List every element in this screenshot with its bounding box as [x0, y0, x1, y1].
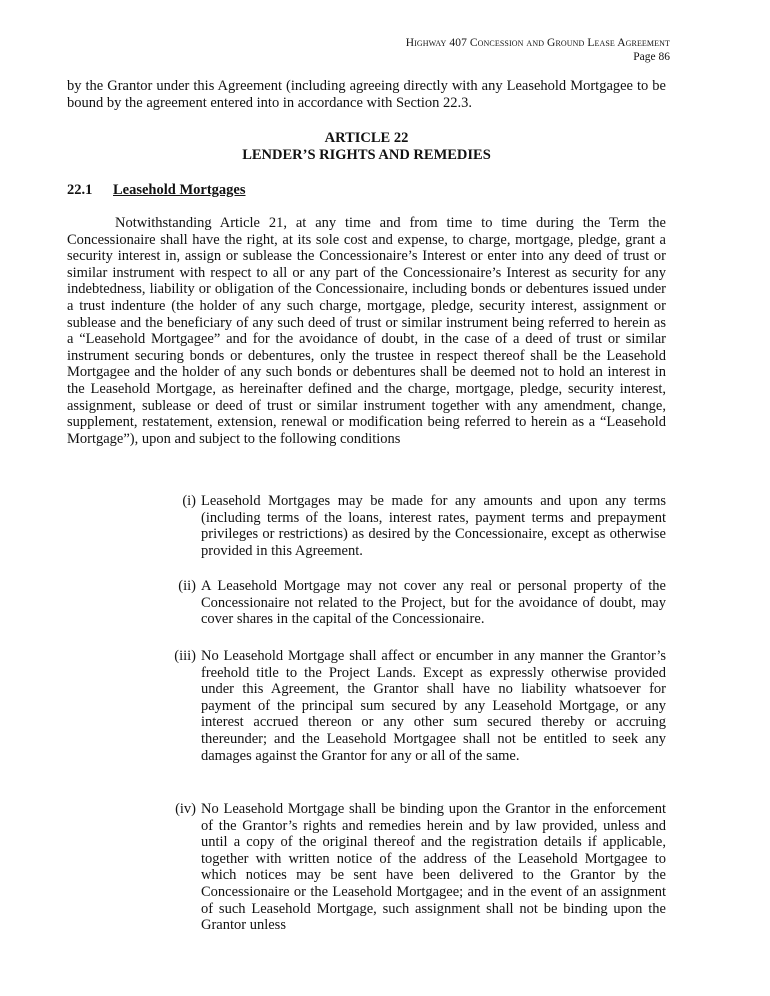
section-body-paragraph: Notwithstanding Article 21, at any time and from time to time during the Term the Concessionaire shall have the right, at its sole cost and expense, to charge, mortgage, pledge, grant a security interest in, assign or sublease the Concessionaire’s Interest or enter into any deed of trust or similar instrument with respect to all or any part of the Concessionaire’s Interest as security for any indebtedness, liability or obligation of the Concessionaire, including bonds or debentures issued under a trust indenture (the holder of any such charge, mortgage, pledge, security interest, assignment or sublease and the beneficiary of any such deed of trust or similar instrument being referred to herein as a “Leasehold Mortgagee” and for the avoidance of doubt, in the case of a deed of trust or similar instrument securing bonds or debentures, only the trustee in respect thereof shall be the Leasehold Mortgagee and the holder of any such bonds or debentures shall be deemed not to hold an interest in the Leasehold Mortgage, as hereinafter defined and the charge, mortgage, pledge, security interest, assignment, sublease or deed of trust or similar instrument together with any amendment, change, supplement, restatement, extension, renewal or modification being referred to herein as a “Leasehold Mortgage”), upon and subject to the following conditions [67, 215, 666, 447]
continuation-paragraph: by the Grantor under this Agreement (including agreeing directly with any Leasehold Mortgagee to be bound by the agreement entered into in accordance with Section 22.3. [67, 78, 666, 111]
list-item-text: No Leasehold Mortgage shall affect or encumber in any manner the Grantor’s freehold title to the Project Lands. Except as expressly otherwise provided under this Agreement, the Grantor shall have no liability whatsoever for payment of the principal sum secured by any Leasehold Mortgage, or any interest accrued thereon or any other sum secured thereby or accruing thereunder; and the Leasehold Mortgagee shall not be entitled to seek any damages against the Grantor for any or all of the same. [201, 648, 666, 764]
section-number: 22.1 [67, 182, 93, 198]
running-header-title: Highway 407 Concession and Ground Lease Agreement [405, 37, 670, 49]
section-title: Leasehold Mortgages [113, 182, 246, 198]
article-heading [67, 130, 666, 164]
list-item [150, 493, 666, 559]
article-title: LENDER’S RIGHTS AND REMEDIES [242, 147, 491, 163]
list-item-text: Leasehold Mortgages may be made for any amounts and upon any terms (including terms of the loans, interest rates, payment terms and prepayment privileges or restrictions) as desired by the Concessionaire, except as otherwise provided in this Agreement. [201, 493, 666, 559]
running-header [406, 36, 670, 64]
list-item [150, 578, 666, 628]
list-item-marker: (ii) [178, 578, 196, 594]
list-item-text: A Leasehold Mortgage may not cover any real or personal property of the Concessionaire not related to the Project, but for the avoidance of doubt, may cover shares in the capital of the Concessionaire. [201, 578, 666, 628]
article-number: ARTICLE 22 [324, 130, 409, 146]
list-item-marker: (iv) [175, 801, 196, 817]
page-number: Page 86 [633, 51, 670, 63]
section-heading [67, 182, 246, 199]
list-item-marker: (iii) [174, 648, 196, 664]
list-item [150, 648, 666, 764]
list-item-text: No Leasehold Mortgage shall be binding upon the Grantor in the enforcement of the Grantor’s rights and remedies herein and by law provided, unless and until a copy of the original thereof and the registration details if applicable, together with written notice of the address of the Leasehold Mortgagee to which notices may be sent have been delivered to the Grantor by the Concessionaire or the Leasehold Mortgagee; and in the event of an assignment of such Leasehold Mortgage, such assignment shall not be binding upon the Grantor unless [201, 801, 666, 934]
list-item [150, 801, 666, 934]
list-item-marker: (i) [182, 493, 196, 509]
